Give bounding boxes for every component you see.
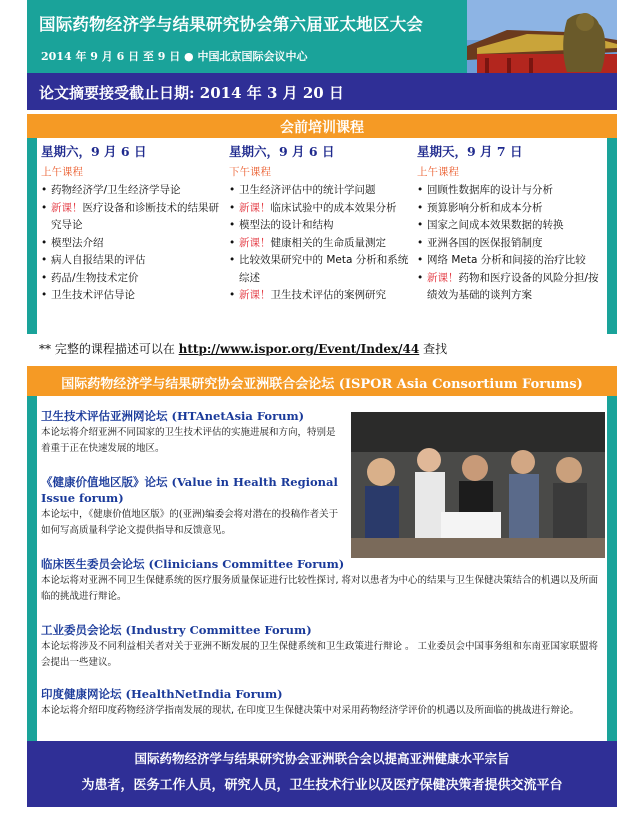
forum-desc: 本论坛将介绍亚洲不同国家的卫生技术评估的实施进展和方向，特别是着重于正在快速发展的地区。 — [41, 427, 336, 454]
forum-desc: 本论坛将对亚洲不同卫生保健系统的医疗服务质量保证进行比较性探讨, 将对以患者为中心的结果与卫生保健决策结合的机遇以及所面临的挑战进行辩论。 — [41, 575, 599, 602]
conference-audience-photo — [351, 412, 605, 558]
course-columns — [37, 138, 607, 334]
course-list — [229, 182, 409, 305]
new-label: 新课！ — [51, 201, 83, 214]
forums-section — [27, 396, 617, 741]
column-day: 星期六，9 月 6 日 — [41, 144, 147, 159]
column-day: 星期六，9 月 6 日 — [229, 144, 335, 159]
list-item: • 网络 Meta 分析和间接的治疗比较 — [417, 252, 603, 270]
forum-title: 卫生技术评估亚洲网论坛 (HTAnetAsia Forum) — [41, 409, 305, 423]
course-column-3 — [417, 142, 603, 305]
list-item: • 新课！健康相关的生命质量测定 — [229, 235, 409, 253]
list-item: • 新课！医疗设备和诊断技术的结果研究导论 — [41, 200, 225, 235]
left-border — [27, 138, 37, 334]
left-border — [27, 396, 37, 741]
list-item: • 模型法的设计和结构 — [229, 217, 409, 235]
list-item: • 国家之间成本效果数据的转换 — [417, 217, 603, 235]
new-label: 新课！ — [239, 201, 271, 214]
flyer-page — [27, 0, 617, 836]
column-slot: 上午课程 — [417, 166, 459, 178]
forum-desc: 本论坛中，《健康价值地区版》的(亚洲)编委会将对潜在的投稿作者关于如何写高质量科学论文提供指导和反馈意见。 — [41, 509, 339, 536]
course-list — [41, 182, 225, 305]
forum-item — [41, 556, 603, 605]
forbidden-city-photo — [467, 0, 617, 73]
list-item: • 亚洲各国的医保报销制度 — [417, 235, 603, 253]
footer-mission: 国际药物经济学与结果研究协会亚洲联合会以提高亚洲健康水平宗旨 — [134, 751, 510, 766]
forum-item — [41, 474, 343, 539]
new-label: 新课！ — [239, 236, 271, 249]
conference-date-venue: 2014 年 9 月 6 日 至 9 日 ● 中国北京国际会议中心 — [41, 50, 308, 63]
deadline-banner — [27, 73, 617, 110]
note-suffix: 查找 — [423, 342, 448, 356]
note-prefix: ** 完整的课程描述可以在 — [39, 342, 175, 356]
list-item: • 药品/生物技术定价 — [41, 270, 225, 288]
forum-title: 印度健康网论坛 (HealthNetIndia Forum) — [41, 687, 283, 701]
forums-banner — [27, 366, 617, 396]
training-banner — [27, 114, 617, 138]
course-column-1 — [41, 142, 225, 305]
list-item: • 新课！药物和医疗设备的风险分担/按绩效为基础的谈判方案 — [417, 270, 603, 305]
course-list — [417, 182, 603, 305]
list-item: • 回顾性数据库的设计与分析 — [417, 182, 603, 200]
conference-title: 国际药物经济学与结果研究协会第六届亚太地区大会 — [39, 15, 424, 34]
right-border — [607, 138, 617, 334]
forums-title: 国际药物经济学与结果研究协会亚洲联合会论坛 (ISPOR Asia Consortium Forums) — [61, 377, 583, 392]
course-note — [39, 340, 447, 357]
list-item: • 比较效果研究中的 Meta 分析和系统综述 — [229, 252, 409, 287]
list-item: • 药物经济学/卫生经济学导论 — [41, 182, 225, 200]
column-day: 星期天，9 月 7 日 — [417, 144, 523, 159]
forum-item — [41, 622, 603, 671]
forum-desc: 本论坛将介绍印度药物经济学指南发展的现状, 在印度卫生保健决策中对采用药物经济学评价的机遇以及所面临的挑战进行辩论。 — [41, 705, 580, 716]
course-link[interactable]: http://www.ispor.org/Event/Index/44 — [178, 342, 420, 356]
forum-title: 工业委员会论坛 (Industry Committee Forum) — [41, 623, 312, 637]
footer-platform: 为患者，医务工作人员，研究人员，卫生技术行业以及医疗保健决策者提供交流平台 — [81, 778, 563, 793]
forum-title: 《健康价值地区版》论坛 (Value in Health Regional Issue forum) — [41, 475, 338, 505]
forum-title: 临床医生委员会论坛 (Clinicians Committee Forum) — [41, 557, 345, 571]
list-item: • 新课！临床试验中的成本效果分析 — [229, 200, 409, 218]
footer-banner — [27, 741, 617, 807]
list-item: • 病人自报结果的评估 — [41, 252, 225, 270]
list-item: • 新课！卫生技术评估的案例研究 — [229, 287, 409, 305]
course-column-2 — [229, 142, 409, 305]
list-item: • 卫生经济评估中的统计学问题 — [229, 182, 409, 200]
column-slot: 上午课程 — [41, 166, 83, 178]
column-slot: 下午课程 — [229, 166, 271, 178]
header-banner — [27, 0, 617, 73]
list-item: • 预算影响分析和成本分析 — [417, 200, 603, 218]
training-title: 会前培训课程 — [280, 120, 364, 136]
forums-content — [37, 396, 607, 741]
list-item: • 卫生技术评估导论 — [41, 287, 225, 305]
deadline-text: 论文摘要接受截止日期: 2014 年 3 月 20 日 — [39, 84, 344, 102]
forum-desc: 本论坛将涉及不同利益相关者对关于亚洲不断发展的卫生保健系统和卫生政策进行辩论 。 工业委员会中国事务组和东南亚国家联盟将会提出一些建议。 — [41, 641, 599, 668]
new-label: 新课！ — [427, 271, 459, 284]
new-label: 新课！ — [239, 289, 271, 301]
forum-item — [41, 408, 343, 457]
right-border — [607, 396, 617, 741]
forum-item — [41, 686, 603, 719]
list-item: • 模型法介绍 — [41, 235, 225, 253]
